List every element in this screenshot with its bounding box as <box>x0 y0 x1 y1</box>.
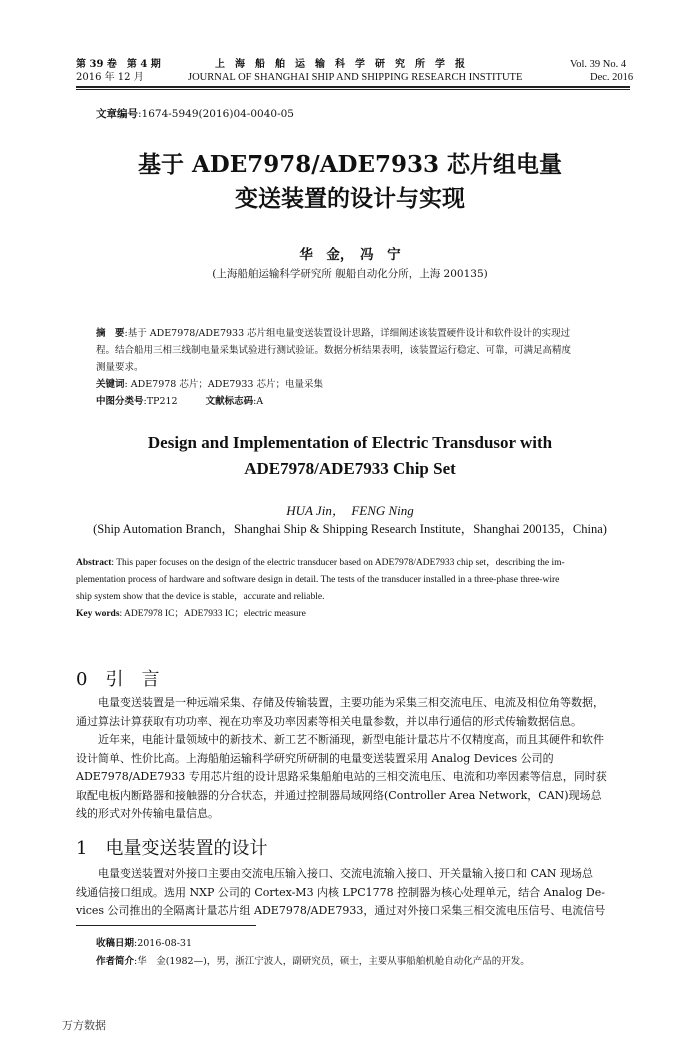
authors-en: HUA Jin， FENG Ning <box>286 503 414 518</box>
section-0-heading: 0 引 言 <box>76 669 160 690</box>
abstract-zh: 摘 要:基于 ADE7978/ADE7933 芯片组电量变送装置设计思路，详细阐述该装置硬件设计和软件设计的实现过 程。结合船用三相三线制电量采集试验进行测试验证。数据分析结果表明，该装置运行稳定、可靠，可满足高精度 测量要求。 关键词: ADE7978 芯片；ADE7933 芯片；电量采集 中图分类号:TP212 文献标志码:A <box>96 328 572 407</box>
authors-zh: 华 金， 冯 宁 <box>299 247 401 263</box>
watermark: 万方数据 <box>62 1019 106 1032</box>
article-number: 文章编号:1674-5949(2016)04-0040-05 <box>96 108 294 120</box>
header-rule-thin <box>76 89 630 90</box>
section-1-body: 电量变送装置对外接口主要由交流电压输入接口、交流电流输入接口、开关量输入接口和 CAN 现场总 线通信接口组成。选用 NXP 公司的 Cortex-M3 内核 LPC1778 控制器为核心处理单元，结合 Analog De- vices 公司推出的全隔离计量芯片组 ADE7978/ADE7933，通过对外接口采集三相交流电压信号、电流信号 <box>76 867 606 917</box>
journal-title-en: JOURNAL OF SHANGHAI SHIP AND SHIPPING RESEARCH INSTITUTE <box>188 72 523 83</box>
affiliation-zh: (上海船舶运输科学研究所 舰船自动化分所，上海 200135) <box>212 268 488 280</box>
title-en: Design and Implementation of Electric Transdusor with ADE7978/ADE7933 Chip Set <box>147 433 553 478</box>
volume-issue-en: Vol. 39 No. 4 <box>570 59 627 70</box>
date-zh: 2016 年 12 月 <box>76 72 144 83</box>
volume-issue-zh: 第 39 卷 第 4 期 <box>76 59 161 70</box>
header-rule <box>76 86 630 88</box>
footnote: 收稿日期:2016-08-31 作者简介:华 金(1982—)，男，浙江宁波人，副研究员，硕士，主要从事船舶机舱自动化产品的开发。 <box>96 938 530 967</box>
title-zh: 基于 ADE7978/ADE7933 芯片组电量 变送装置的设计与实现 <box>137 151 563 212</box>
abstract-en: Abstract: This paper focuses on the design of the electric transducer based on ADE7978/ADE7933 chip set，describing the im- plementation process of hardware and software design in detail. The tests of the transducer installed in a three-phase three-wire ship system show that the device is stable，accurate and reliable. Key words: ADE7978 IC；ADE7933 IC；electric measure <box>76 558 565 619</box>
journal-title-zh: 上 海 船 舶 运 输 科 学 研 究 所 学 报 <box>215 59 465 70</box>
affiliation-en: (Ship Automation Branch，Shanghai Ship & Shipping Research Institute，Shanghai 200135，China) <box>93 522 607 536</box>
date-en: Dec. 2016 <box>590 72 634 83</box>
section-0-body: 电量变送装置是一种远端采集、存储及传输装置，主要功能为采集三相交流电压、电流及相位角等数据， 通过算法计算获取有功功率、视在功率及功率因素等相关电量参数，并以串行通信的形式传输数据信息。 近年来，电能计量领域中的新技术、新工艺不断涌现，新型电能计量芯片不仅精度高，而且其硬件和软件 设计简单、性价比高。上海船舶运输科学研究所研制的电量变送装置采用 Analog Devices 公司的 ADE7978/ADE7933 专用芯片组的设计思路采集船舶电站的三相交流电压、电流和功率因素等信息，同时获 取配电板内断路器和接触器的分合状态，并通过控制器局域网络(Controller Area Network，CAN)现场总 线的形式对外传输电量信息。 <box>76 696 607 820</box>
section-1-heading: 1 电量变送装置的设计 <box>76 838 268 859</box>
footnote-rule <box>76 925 256 926</box>
